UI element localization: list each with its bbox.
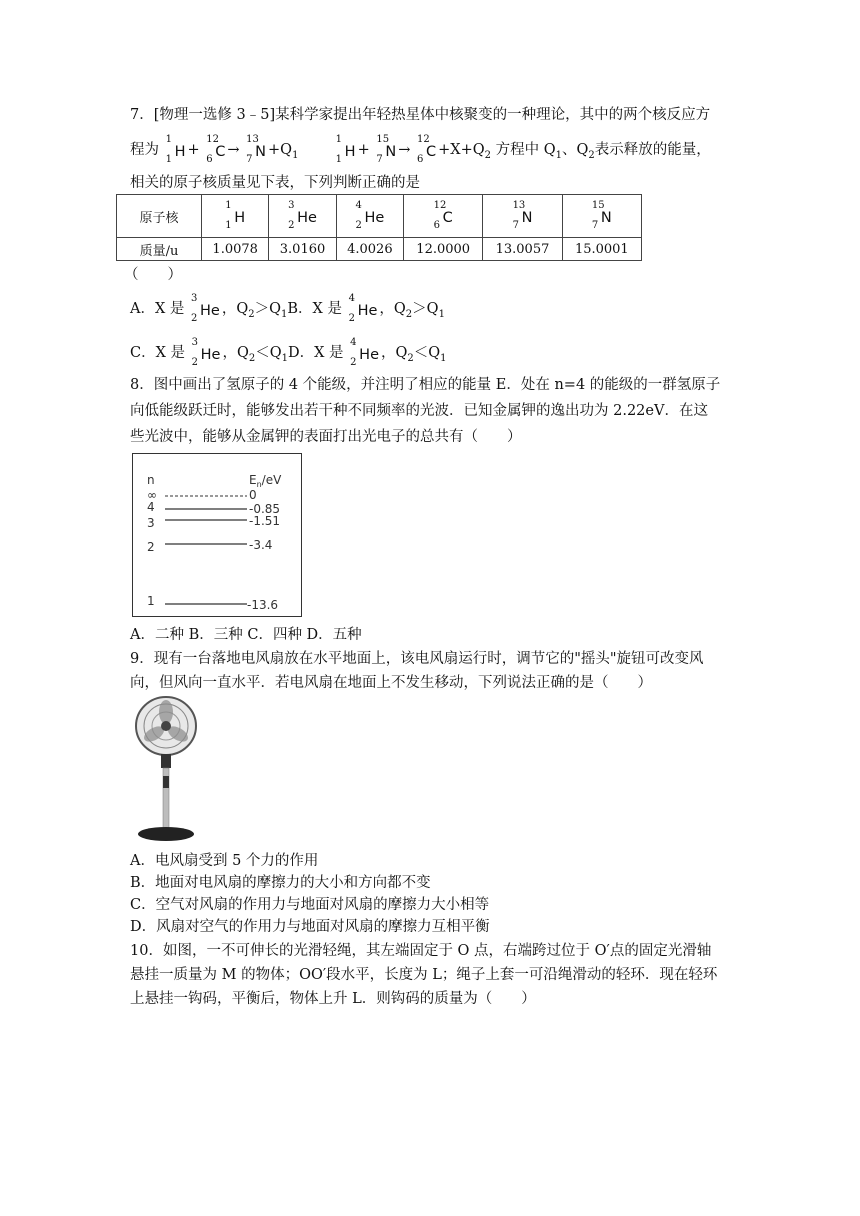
table-mass-value: 13.0057 (483, 238, 562, 261)
q7-intro: 7．[物理一选修 3﹣5]某科学家提出年轻热星体中核聚变的一种理论，其中的两个核反应方 (130, 107, 711, 123)
table-mass-value: 12.0000 (404, 238, 483, 261)
table-mass-value: 15.0001 (562, 238, 641, 261)
q9-option-c: C．空气对风扇的作用力与地面对风扇的摩擦力大小相等 (130, 897, 490, 913)
level-1-value: -13.6 (247, 598, 279, 612)
table-cell-c12: 12 6 C (404, 195, 483, 238)
q10-line3: 上悬挂一钩码，平衡后，物体上升 L．则钩码的质量为（ ） (130, 991, 536, 1007)
q10-line2: 悬挂一质量为 M 的物体；OO′段水平，长度为 L；绳子上套一可沿绳滑动的轻环．现在轻环 (130, 967, 718, 983)
q10-line1: 10．如图，一不可伸长的光滑轻绳，其左端固定于 O 点，右端跨过位于 O′点的固定光滑轴 (130, 943, 712, 959)
nuclide-c12: 12 6 C (206, 134, 226, 165)
table-cell-h1: 1 1 H (202, 195, 269, 238)
table-mass-label: 质量/u (117, 238, 202, 261)
nuclide-n15: 15 7 N (376, 134, 397, 165)
q7-line3: 相关的原子核质量见下表，下列判断正确的是 (130, 175, 420, 191)
q7-options-ab: A．X 是 3 2 He ，$Q_2>Q_1B$．X 是 4 2 He ，$Q_2>Q_1$ (130, 293, 445, 324)
q8-options: A．二种 B．三种 C．四种 D．五种 (130, 627, 362, 643)
q7-options-cd: C．X 是 3 2 He ，$Q_2<Q_1D$．X 是 4 2 He ，$Q_2<Q_1$ (130, 337, 447, 368)
nuclide-h1-b: 1 1 H (335, 134, 356, 165)
nuclear-mass-table (116, 194, 642, 261)
table-mass-value: 4.0026 (336, 238, 403, 261)
energy-level-diagram (132, 453, 302, 617)
energy-axis-label: $E_n/eV$ (249, 473, 282, 489)
electric-fan-image (134, 696, 198, 844)
table-cell-he3: 3 2 He (269, 195, 336, 238)
q9-option-d: D．风扇对空气的作用力与地面对风扇的摩擦力互相平衡 (130, 919, 490, 935)
table-mass-value: 1.0078 (202, 238, 269, 261)
level-3-value: -1.51 (249, 514, 281, 528)
level-inf-label: ∞ (147, 488, 157, 502)
level-3-label: 3 (147, 516, 155, 530)
level-4-label: 4 (147, 500, 155, 514)
q9-option-a: A．电风扇受到 5 个力的作用 (130, 853, 319, 869)
table-cell-n13: 13 7 N (483, 195, 562, 238)
level-2-label: 2 (147, 540, 155, 554)
nuclide-n13: 13 7 N (246, 134, 267, 165)
n-axis-label: n (147, 473, 155, 487)
table-header-label: 原子核 (117, 195, 202, 238)
q8-line3: 些光波中，能够从金属钾的表面打出光电子的总共有（ ） (130, 429, 522, 445)
table-mass-value: 3.0160 (269, 238, 336, 261)
nuclide-h1: 1 1 H (165, 134, 186, 165)
level-4-value: -0.85 (249, 502, 281, 516)
q8-line2: 向低能级跃迁时，能够发出若干种不同频率的光波．已知金属钾的逸出功为 2.22eV．在这 (130, 403, 708, 419)
level-zero-value: 0 (249, 488, 257, 502)
q7-equations: 程为 1 1 H + 12 6 C → 13 7 $N +Q_1$ 1 1 H + 15 7 N → 12 6 $C +X+Q_2$ 方程中 $Q_1$、$Q_2$表示释放的能量， (130, 134, 711, 165)
q9-line2: 向，但风向一直水平．若电风扇在地面上不发生移动，下列说法正确的是（ ） (130, 675, 652, 691)
q9-option-b: B．地面对电风扇的摩擦力的大小和方向都不变 (130, 875, 431, 891)
q9-line1: 9．现有一台落地电风扇放在水平地面上，该电风扇运行时，调节它的"摇头"旋钮可改变风 (130, 651, 704, 667)
q8-line1: 8．图中画出了氢原子的 4 个能级，并注明了相应的能量 E．处在 n=4 的能级的一群氢原子 (130, 377, 721, 393)
nuclide-c12-b: 12 6 C (416, 134, 437, 165)
q7-answer-paren: （ ） (124, 267, 182, 283)
table-cell-n15: 15 7 N (562, 195, 641, 238)
table-cell-he4: 4 2 He (336, 195, 403, 238)
level-1-label: 1 (147, 594, 155, 608)
level-2-value: -3.4 (249, 538, 273, 552)
